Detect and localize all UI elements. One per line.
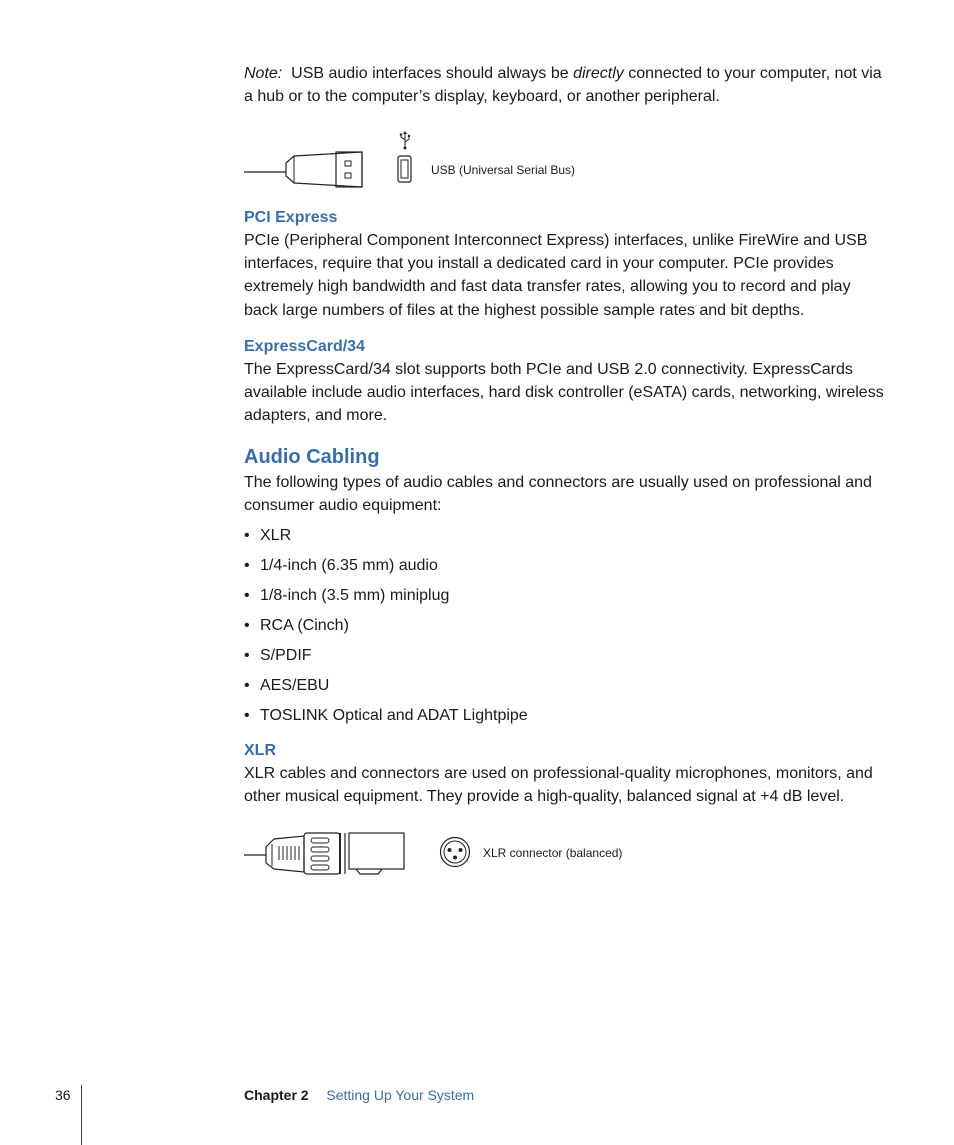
- connector-list: [244, 526, 884, 736]
- note-text-before: USB audio interfaces should always be: [291, 65, 574, 82]
- note-block: [244, 62, 884, 108]
- list-item-label: RCA (Cinch): [260, 617, 349, 635]
- expresscard-body: The ExpressCard/34 slot supports both PCIe and USB 2.0 connectivity. ExpressCards available include audio interfaces, hard disk controller (eSATA) cards, networking, wireless adapters, and more.: [244, 361, 884, 425]
- list-item: [244, 616, 884, 646]
- chapter-label: Chapter 2: [244, 1087, 309, 1103]
- pci-express-section: [244, 207, 884, 322]
- xlr-figure: [244, 828, 484, 878]
- xlr-socket-icon: [439, 836, 471, 868]
- bullet-icon: •: [244, 647, 250, 665]
- bullet-icon: •: [244, 617, 250, 635]
- audio-cabling-section: [244, 444, 884, 736]
- pci-express-heading: PCI Express: [244, 209, 338, 226]
- list-item: [244, 586, 884, 616]
- list-item-label: S/PDIF: [260, 647, 312, 665]
- xlr-caption: XLR connector (balanced): [483, 846, 623, 860]
- expresscard-heading: ExpressCard/34: [244, 338, 365, 355]
- list-item-label: AES/EBU: [260, 677, 330, 695]
- list-item: [244, 526, 884, 556]
- usb-symbol-icon: [398, 130, 412, 150]
- xlr-heading: XLR: [244, 742, 276, 759]
- list-item: [244, 556, 884, 586]
- list-item-label: TOSLINK Optical and ADAT Lightpipe: [260, 707, 528, 725]
- list-item-label: 1/4-inch (6.35 mm) audio: [260, 557, 438, 575]
- bullet-icon: •: [244, 587, 250, 605]
- note-paragraph: [244, 62, 884, 108]
- chapter-title: Setting Up Your System: [326, 1087, 475, 1103]
- bullet-icon: •: [244, 557, 250, 575]
- usb-figure: [244, 128, 444, 188]
- xlr-body: XLR cables and connectors are used on professional-quality microphones, monitors, and other musical equipment. They provide a high-quality, balanced signal at +4 dB level.: [244, 765, 873, 806]
- footer-chapter: [244, 1087, 474, 1103]
- xlr-section: [244, 740, 884, 808]
- bullet-icon: •: [244, 707, 250, 725]
- list-item: [244, 676, 884, 706]
- list-item: [244, 706, 884, 736]
- note-text-after: connected to your computer, not via a hub or to the computer’s display, keyboard, or another peripheral.: [244, 65, 882, 106]
- bullet-icon: •: [244, 677, 250, 695]
- usb-plug-illustration: [244, 128, 444, 188]
- note-emphasis: directly: [573, 65, 624, 82]
- footer-divider: [81, 1085, 82, 1145]
- page-number: 36: [55, 1087, 71, 1103]
- audio-cabling-intro: The following types of audio cables and connectors are usually used on professional and consumer audio equipment:: [244, 474, 872, 515]
- bullet-icon: •: [244, 527, 250, 545]
- list-item: [244, 646, 884, 676]
- list-item-label: 1/8-inch (3.5 mm) miniplug: [260, 587, 450, 605]
- usb-caption: USB (Universal Serial Bus): [431, 163, 576, 177]
- expresscard-section: [244, 336, 884, 428]
- pci-express-body: PCIe (Peripheral Component Interconnect Express) interfaces, unlike FireWire and USB interfaces, require that you install a dedicated card in your computer. PCIe provides extremely high bandwidth and fast data transfer rates, allowing you to record and play back large numbers of files at the highest possible sample rates and bit depths.: [244, 232, 868, 319]
- list-item-label: XLR: [260, 527, 292, 545]
- note-label: Note:: [244, 65, 283, 82]
- audio-cabling-heading: Audio Cabling: [244, 446, 380, 468]
